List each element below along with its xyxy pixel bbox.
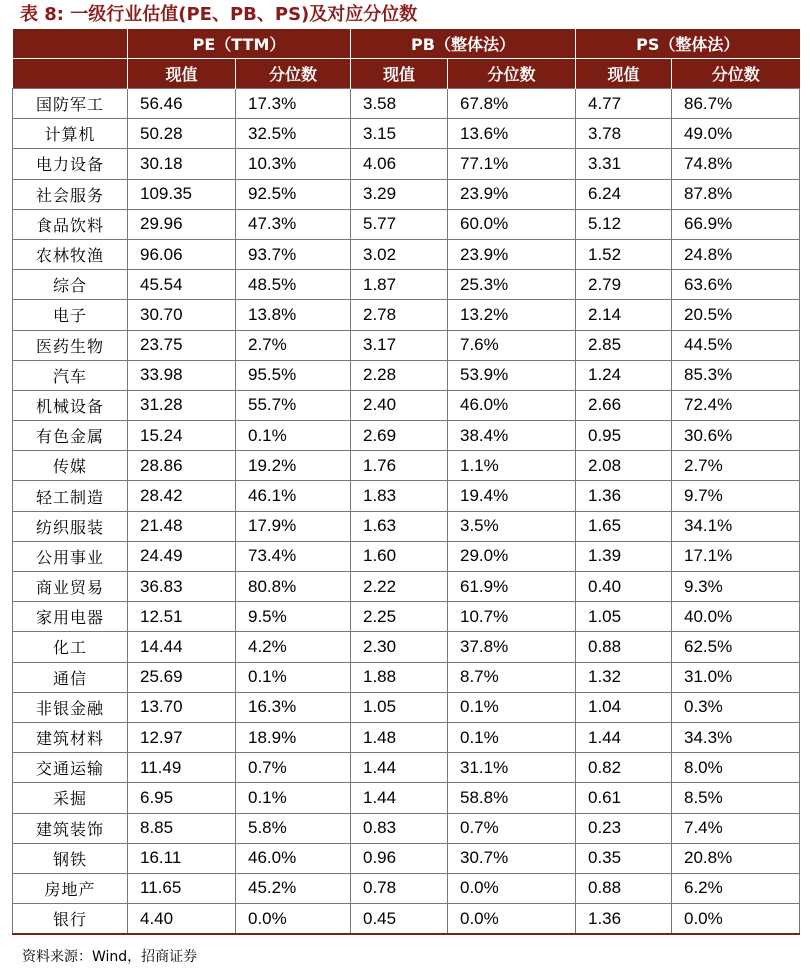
cell-ps-percentile: 44.5% (672, 330, 800, 360)
header-pb-value: 现值 (351, 59, 448, 89)
cell-ps-percentile: 2.7% (672, 451, 800, 481)
cell-pb-value: 1.48 (351, 722, 448, 752)
header-corner-sub (13, 59, 128, 89)
header-pb-percentile: 分位数 (448, 59, 576, 89)
cell-pe-value: 23.75 (128, 330, 236, 360)
industry-name: 机械设备 (13, 390, 128, 420)
cell-ps-value: 2.08 (576, 451, 672, 481)
industry-name: 计算机 (13, 119, 128, 149)
cell-pe-value: 11.65 (128, 873, 236, 903)
cell-ps-value: 4.77 (576, 89, 672, 119)
cell-pb-percentile: 7.6% (448, 330, 576, 360)
cell-ps-value: 1.05 (576, 602, 672, 632)
cell-ps-percentile: 31.0% (672, 662, 800, 692)
table-row (13, 209, 800, 239)
cell-pb-percentile: 29.0% (448, 541, 576, 571)
cell-pb-value: 0.45 (351, 904, 448, 935)
cell-pe-value: 56.46 (128, 89, 236, 119)
table-row (13, 541, 800, 571)
table-row (13, 511, 800, 541)
cell-pb-percentile: 30.7% (448, 843, 576, 873)
cell-pb-value: 2.28 (351, 360, 448, 390)
cell-pe-percentile: 45.2% (236, 873, 351, 903)
cell-pb-value: 1.05 (351, 692, 448, 722)
cell-pe-percentile: 93.7% (236, 239, 351, 269)
cell-ps-percentile: 20.8% (672, 843, 800, 873)
cell-pb-percentile: 13.2% (448, 300, 576, 330)
cell-pe-value: 96.06 (128, 239, 236, 269)
cell-pb-percentile: 46.0% (448, 390, 576, 420)
table-row (13, 360, 800, 390)
cell-pe-value: 12.51 (128, 602, 236, 632)
cell-ps-percentile: 40.0% (672, 602, 800, 632)
cell-pe-value: 8.85 (128, 813, 236, 843)
cell-pe-percentile: 48.5% (236, 270, 351, 300)
cell-pe-value: 24.49 (128, 541, 236, 571)
cell-pe-percentile: 32.5% (236, 119, 351, 149)
table-row (13, 662, 800, 692)
cell-ps-value: 2.85 (576, 330, 672, 360)
cell-pe-value: 21.48 (128, 511, 236, 541)
cell-pb-value: 1.87 (351, 270, 448, 300)
cell-pb-percentile: 67.8% (448, 89, 576, 119)
industry-name: 商业贸易 (13, 572, 128, 602)
cell-pe-percentile: 18.9% (236, 722, 351, 752)
header-group-pb: PB（整体法） (351, 29, 576, 59)
industry-name: 采掘 (13, 783, 128, 813)
cell-ps-percentile: 9.7% (672, 481, 800, 511)
cell-ps-percentile: 8.5% (672, 783, 800, 813)
cell-pe-percentile: 0.7% (236, 753, 351, 783)
cell-ps-percentile: 49.0% (672, 119, 800, 149)
cell-ps-percentile: 66.9% (672, 209, 800, 239)
table-row (13, 239, 800, 269)
cell-pe-value: 30.70 (128, 300, 236, 330)
cell-ps-percentile: 0.3% (672, 692, 800, 722)
cell-ps-value: 0.23 (576, 813, 672, 843)
cell-pe-percentile: 47.3% (236, 209, 351, 239)
cell-pb-value: 1.60 (351, 541, 448, 571)
cell-pe-value: 45.54 (128, 270, 236, 300)
cell-pe-value: 16.11 (128, 843, 236, 873)
cell-pb-value: 1.83 (351, 481, 448, 511)
cell-ps-percentile: 34.1% (672, 511, 800, 541)
cell-pb-percentile: 53.9% (448, 360, 576, 390)
table-body (13, 89, 800, 935)
cell-ps-value: 1.36 (576, 904, 672, 935)
cell-pb-percentile: 23.9% (448, 179, 576, 209)
cell-pb-value: 0.96 (351, 843, 448, 873)
cell-ps-percentile: 85.3% (672, 360, 800, 390)
cell-pb-value: 1.63 (351, 511, 448, 541)
cell-pe-percentile: 46.1% (236, 481, 351, 511)
cell-pb-percentile: 3.5% (448, 511, 576, 541)
cell-pe-value: 4.40 (128, 904, 236, 935)
industry-name: 国防军工 (13, 89, 128, 119)
cell-ps-value: 0.88 (576, 873, 672, 903)
table-row (13, 904, 800, 935)
header-pe-percentile: 分位数 (236, 59, 351, 89)
cell-ps-value: 6.24 (576, 179, 672, 209)
cell-ps-percentile: 62.5% (672, 632, 800, 662)
cell-pb-value: 1.88 (351, 662, 448, 692)
cell-ps-percentile: 34.3% (672, 722, 800, 752)
cell-ps-percentile: 63.6% (672, 270, 800, 300)
cell-pb-percentile: 31.1% (448, 753, 576, 783)
cell-ps-value: 1.32 (576, 662, 672, 692)
cell-ps-percentile: 24.8% (672, 239, 800, 269)
cell-pb-percentile: 77.1% (448, 149, 576, 179)
cell-pb-percentile: 8.7% (448, 662, 576, 692)
industry-name: 传媒 (13, 451, 128, 481)
cell-pb-percentile: 19.4% (448, 481, 576, 511)
table-row (13, 813, 800, 843)
cell-pe-value: 11.49 (128, 753, 236, 783)
cell-ps-value: 2.79 (576, 270, 672, 300)
cell-pb-value: 2.22 (351, 572, 448, 602)
cell-ps-percentile: 7.4% (672, 813, 800, 843)
cell-pe-percentile: 0.0% (236, 904, 351, 935)
cell-pb-value: 2.30 (351, 632, 448, 662)
cell-ps-value: 3.31 (576, 149, 672, 179)
table-row (13, 421, 800, 451)
cell-ps-value: 5.12 (576, 209, 672, 239)
cell-pe-percentile: 0.1% (236, 662, 351, 692)
cell-pb-value: 2.69 (351, 421, 448, 451)
industry-name: 交通运输 (13, 753, 128, 783)
cell-pe-percentile: 17.3% (236, 89, 351, 119)
cell-pe-percentile: 80.8% (236, 572, 351, 602)
table-row (13, 632, 800, 662)
cell-pb-percentile: 60.0% (448, 209, 576, 239)
cell-pb-value: 1.44 (351, 783, 448, 813)
industry-name: 汽车 (13, 360, 128, 390)
cell-pb-value: 5.77 (351, 209, 448, 239)
cell-pe-percentile: 5.8% (236, 813, 351, 843)
cell-pb-value: 3.58 (351, 89, 448, 119)
table-row (13, 783, 800, 813)
cell-ps-percentile: 6.2% (672, 873, 800, 903)
header-ps-percentile: 分位数 (672, 59, 800, 89)
cell-pe-percentile: 19.2% (236, 451, 351, 481)
cell-pb-value: 0.83 (351, 813, 448, 843)
cell-pb-percentile: 25.3% (448, 270, 576, 300)
cell-ps-value: 0.35 (576, 843, 672, 873)
industry-name: 化工 (13, 632, 128, 662)
cell-ps-percentile: 86.7% (672, 89, 800, 119)
header-group-ps: PS（整体法） (576, 29, 800, 59)
industry-name: 房地产 (13, 873, 128, 903)
cell-ps-value: 0.95 (576, 421, 672, 451)
cell-pe-percentile: 13.8% (236, 300, 351, 330)
table-row (13, 149, 800, 179)
cell-pe-value: 28.86 (128, 451, 236, 481)
industry-name: 综合 (13, 270, 128, 300)
cell-pb-value: 1.44 (351, 753, 448, 783)
table-row (13, 179, 800, 209)
industry-name: 有色金属 (13, 421, 128, 451)
industry-name: 社会服务 (13, 179, 128, 209)
cell-ps-value: 0.88 (576, 632, 672, 662)
cell-pe-percentile: 55.7% (236, 390, 351, 420)
cell-ps-percentile: 17.1% (672, 541, 800, 571)
cell-pb-value: 1.76 (351, 451, 448, 481)
cell-pe-percentile: 0.1% (236, 783, 351, 813)
cell-ps-value: 1.24 (576, 360, 672, 390)
cell-pe-value: 109.35 (128, 179, 236, 209)
cell-pe-percentile: 17.9% (236, 511, 351, 541)
cell-pb-percentile: 38.4% (448, 421, 576, 451)
cell-pb-value: 3.29 (351, 179, 448, 209)
cell-pe-value: 31.28 (128, 390, 236, 420)
table-row (13, 119, 800, 149)
table-row (13, 481, 800, 511)
cell-ps-percentile: 20.5% (672, 300, 800, 330)
industry-name: 通信 (13, 662, 128, 692)
cell-pe-percentile: 95.5% (236, 360, 351, 390)
cell-pb-value: 3.15 (351, 119, 448, 149)
cell-ps-percentile: 30.6% (672, 421, 800, 451)
industry-name: 银行 (13, 904, 128, 935)
cell-pe-value: 25.69 (128, 662, 236, 692)
industry-name: 食品饮料 (13, 209, 128, 239)
cell-ps-value: 2.14 (576, 300, 672, 330)
cell-pb-percentile: 23.9% (448, 239, 576, 269)
cell-pe-percentile: 46.0% (236, 843, 351, 873)
cell-pe-percentile: 73.4% (236, 541, 351, 571)
cell-pe-percentile: 92.5% (236, 179, 351, 209)
cell-pb-percentile: 61.9% (448, 572, 576, 602)
cell-pb-percentile: 10.7% (448, 602, 576, 632)
cell-pb-percentile: 58.8% (448, 783, 576, 813)
industry-name: 纺织服装 (13, 511, 128, 541)
cell-pe-value: 12.97 (128, 722, 236, 752)
cell-pb-value: 4.06 (351, 149, 448, 179)
table-title: 表 8: 一级行业估值(PE、PB、PS)及对应分位数 (20, 4, 418, 25)
cell-pe-value: 36.83 (128, 572, 236, 602)
cell-ps-value: 0.82 (576, 753, 672, 783)
cell-ps-percentile: 87.8% (672, 179, 800, 209)
valuation-table (12, 29, 800, 935)
industry-name: 建筑装饰 (13, 813, 128, 843)
cell-pe-percentile: 0.1% (236, 421, 351, 451)
cell-pb-value: 3.17 (351, 330, 448, 360)
cell-pb-value: 2.40 (351, 390, 448, 420)
cell-ps-percentile: 9.3% (672, 572, 800, 602)
cell-pe-percentile: 16.3% (236, 692, 351, 722)
header-pe-value: 现值 (128, 59, 236, 89)
header-row-groups (13, 29, 800, 59)
header-group-pe: PE（TTM） (128, 29, 351, 59)
cell-pe-value: 14.44 (128, 632, 236, 662)
cell-ps-percentile: 74.8% (672, 149, 800, 179)
industry-name: 建筑材料 (13, 722, 128, 752)
table-row (13, 722, 800, 752)
cell-pe-value: 6.95 (128, 783, 236, 813)
cell-ps-percentile: 72.4% (672, 390, 800, 420)
table-row (13, 692, 800, 722)
table-row (13, 602, 800, 632)
table-row (13, 843, 800, 873)
cell-ps-value: 1.39 (576, 541, 672, 571)
table-row (13, 572, 800, 602)
source-note: 资料来源：Wind，招商证券 (22, 949, 198, 965)
cell-pb-percentile: 0.0% (448, 904, 576, 935)
cell-ps-value: 1.52 (576, 239, 672, 269)
cell-pb-value: 2.25 (351, 602, 448, 632)
industry-name: 钢铁 (13, 843, 128, 873)
cell-ps-value: 0.40 (576, 572, 672, 602)
cell-pe-percentile: 2.7% (236, 330, 351, 360)
table-row (13, 300, 800, 330)
cell-pb-percentile: 0.7% (448, 813, 576, 843)
header-corner (13, 29, 128, 59)
cell-pb-value: 0.78 (351, 873, 448, 903)
table-row (13, 270, 800, 300)
cell-ps-value: 1.44 (576, 722, 672, 752)
cell-ps-value: 1.36 (576, 481, 672, 511)
cell-ps-value: 3.78 (576, 119, 672, 149)
cell-pb-percentile: 1.1% (448, 451, 576, 481)
cell-pb-value: 3.02 (351, 239, 448, 269)
table-row (13, 451, 800, 481)
cell-ps-value: 2.66 (576, 390, 672, 420)
cell-pe-percentile: 4.2% (236, 632, 351, 662)
table-row (13, 89, 800, 119)
cell-ps-value: 1.04 (576, 692, 672, 722)
cell-ps-value: 1.65 (576, 511, 672, 541)
cell-pe-percentile: 10.3% (236, 149, 351, 179)
table-row (13, 753, 800, 783)
cell-pb-percentile: 13.6% (448, 119, 576, 149)
header-ps-value: 现值 (576, 59, 672, 89)
industry-name: 医药生物 (13, 330, 128, 360)
cell-ps-value: 0.61 (576, 783, 672, 813)
cell-pe-percentile: 9.5% (236, 602, 351, 632)
cell-pe-value: 33.98 (128, 360, 236, 390)
cell-pe-value: 15.24 (128, 421, 236, 451)
cell-pb-percentile: 0.1% (448, 692, 576, 722)
cell-ps-percentile: 8.0% (672, 753, 800, 783)
cell-pb-value: 2.78 (351, 300, 448, 330)
industry-name: 电力设备 (13, 149, 128, 179)
cell-pe-value: 30.18 (128, 149, 236, 179)
table-row (13, 330, 800, 360)
cell-pe-value: 29.96 (128, 209, 236, 239)
industry-name: 轻工制造 (13, 481, 128, 511)
cell-pe-value: 13.70 (128, 692, 236, 722)
table-row (13, 390, 800, 420)
industry-name: 农林牧渔 (13, 239, 128, 269)
industry-name: 非银金融 (13, 692, 128, 722)
cell-pb-percentile: 37.8% (448, 632, 576, 662)
cell-ps-percentile: 0.0% (672, 904, 800, 935)
table-row (13, 873, 800, 903)
cell-pe-value: 28.42 (128, 481, 236, 511)
header-row-sub (13, 59, 800, 89)
industry-name: 公用事业 (13, 541, 128, 571)
industry-name: 家用电器 (13, 602, 128, 632)
cell-pb-percentile: 0.1% (448, 722, 576, 752)
cell-pe-value: 50.28 (128, 119, 236, 149)
cell-pb-percentile: 0.0% (448, 873, 576, 903)
industry-name: 电子 (13, 300, 128, 330)
